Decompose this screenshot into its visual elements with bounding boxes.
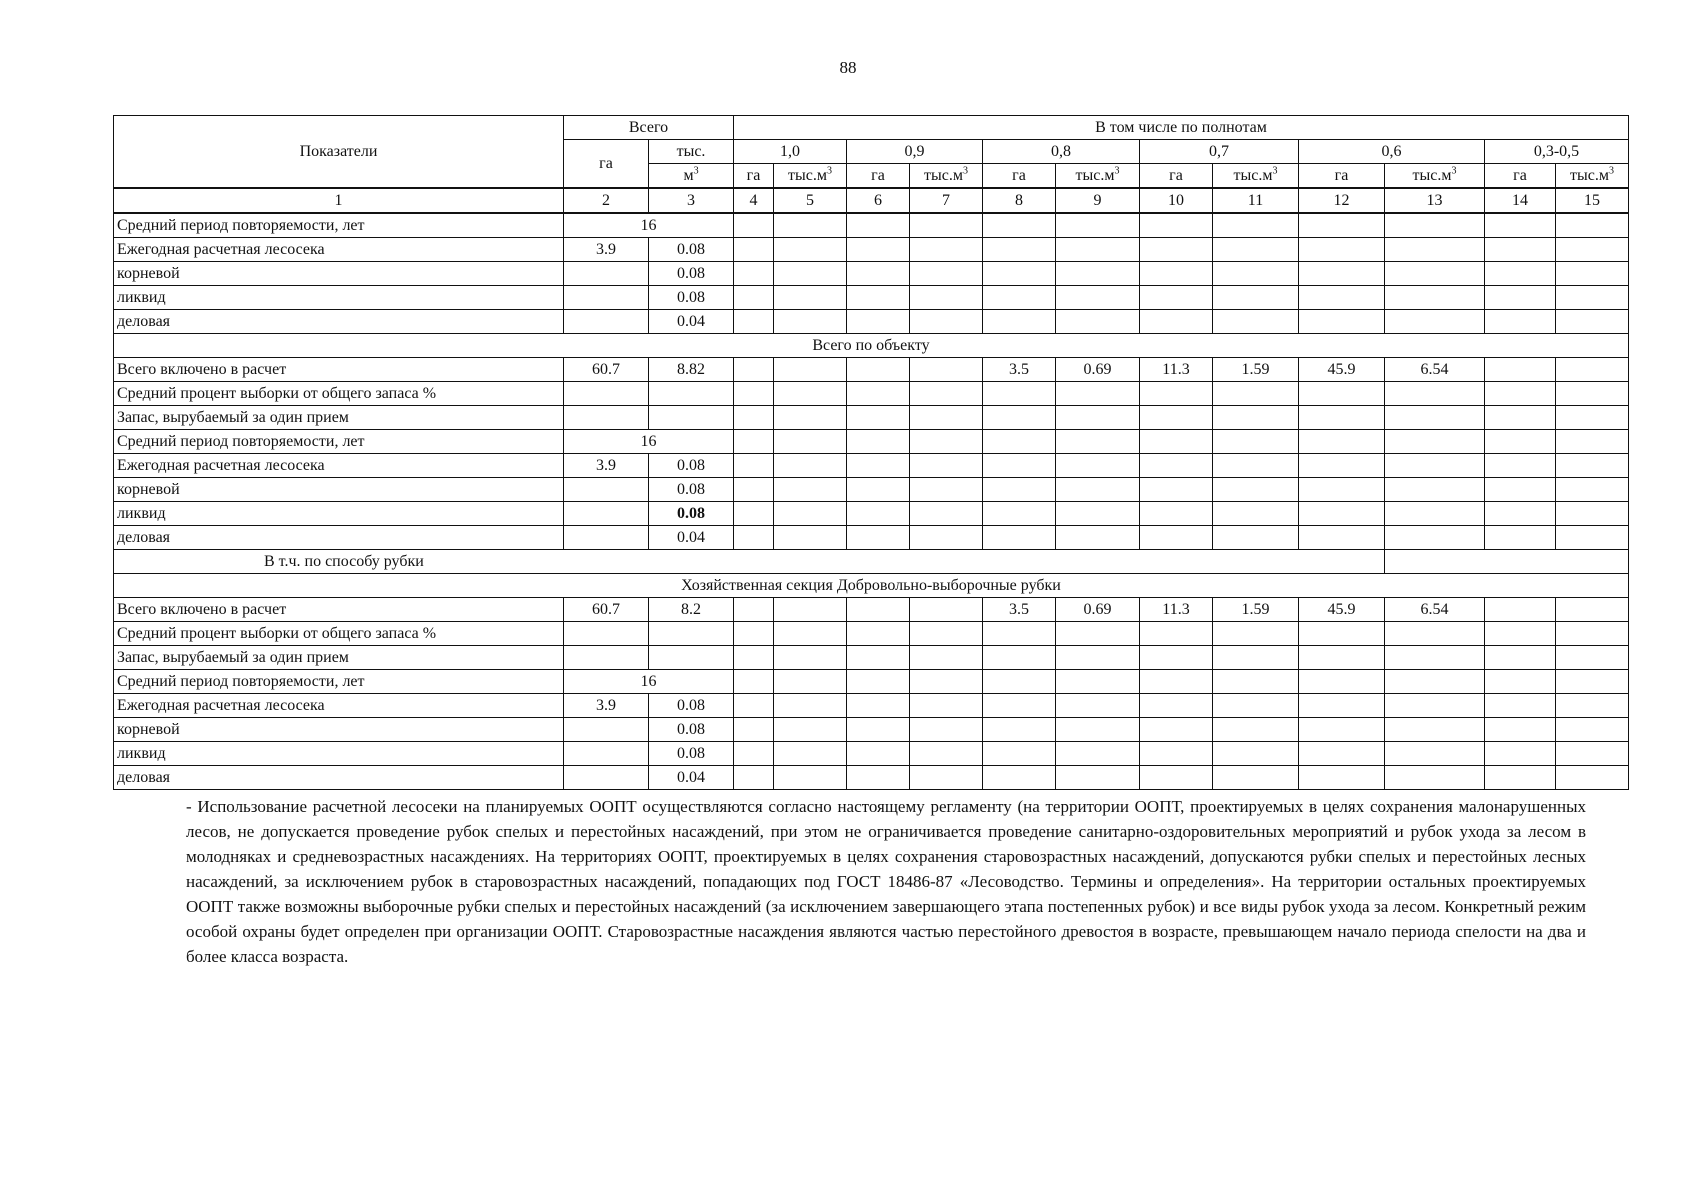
col-number: 10 xyxy=(1140,188,1213,213)
row-label-avg-percent: Средний процент выборки от общего запаса % xyxy=(114,622,564,646)
density-07-ha: 11.3 xyxy=(1140,358,1213,382)
row-label-liquid: ликвид xyxy=(114,742,564,766)
header-unit-m3: $тыс.м^3$ xyxy=(1385,164,1485,189)
density-08-m3: 0.69 xyxy=(1056,358,1140,382)
table-row xyxy=(114,598,1629,622)
annual-ha: 3.9 xyxy=(564,454,649,478)
table-row xyxy=(114,502,1629,526)
density-07-m3: 1.59 xyxy=(1213,598,1299,622)
density-06-m3: 6.54 xyxy=(1385,598,1485,622)
density-07-ha: 11.3 xyxy=(1140,598,1213,622)
density-06-m3: 6.54 xyxy=(1385,358,1485,382)
table-row xyxy=(114,358,1629,382)
col-number: 6 xyxy=(847,188,910,213)
row-label-total-included: Всего включено в расчет xyxy=(114,598,564,622)
liquid-m3: 0.08 xyxy=(649,286,734,310)
section-row xyxy=(114,550,1629,574)
header-unit-ha: га xyxy=(847,164,910,189)
table-row xyxy=(114,694,1629,718)
row-label-business: деловая xyxy=(114,310,564,334)
table-row xyxy=(114,478,1629,502)
header-density-09: 0,9 xyxy=(847,140,983,164)
section-row xyxy=(114,574,1629,598)
section-total-object: Всего по объекту xyxy=(114,334,1629,358)
row-label-business: деловая xyxy=(114,526,564,550)
section-sector: Хозяйственная секция Добровольно-выборочные рубки xyxy=(114,574,1629,598)
total-m3: 8.82 xyxy=(649,358,734,382)
business-m3: 0.04 xyxy=(649,766,734,790)
header-indicators: Показатели xyxy=(114,116,564,189)
header-density-08: 0,8 xyxy=(983,140,1140,164)
period-value: 16 xyxy=(564,430,734,454)
row-label-annual: Ежегодная расчетная лесосека xyxy=(114,454,564,478)
row-label-root: корневой xyxy=(114,262,564,286)
row-label-total-included: Всего включено в расчет xyxy=(114,358,564,382)
density-08-m3: 0.69 xyxy=(1056,598,1140,622)
header-unit-m3: $тыс.м^3$ xyxy=(1556,164,1629,189)
header-unit-ha: га xyxy=(1140,164,1213,189)
liquid-m3: 0.08 xyxy=(649,502,734,526)
annual-m3: 0.08 xyxy=(649,454,734,478)
col-number: 2 xyxy=(564,188,649,213)
header-density-06: 0,6 xyxy=(1299,140,1485,164)
table-row xyxy=(114,526,1629,550)
section-row xyxy=(114,334,1629,358)
table-row xyxy=(114,430,1629,454)
col-number: 4 xyxy=(734,188,774,213)
cutting-area-table xyxy=(113,115,1629,790)
row-label-period: Средний период повторяемости, лет xyxy=(114,213,564,238)
header-density-07: 0,7 xyxy=(1140,140,1299,164)
row-label-business: деловая xyxy=(114,766,564,790)
header-unit-ha: га xyxy=(1485,164,1556,189)
density-06-ha: 45.9 xyxy=(1299,358,1385,382)
row-label-liquid: ликвид xyxy=(114,502,564,526)
column-numbers-row xyxy=(114,188,1629,213)
row-label-avg-percent: Средний процент выборки от общего запаса % xyxy=(114,382,564,406)
table-row xyxy=(114,382,1629,406)
header-total-m3: $м^3$ xyxy=(649,164,734,189)
table-row xyxy=(114,238,1629,262)
col-number: 3 xyxy=(649,188,734,213)
root-m3: 0.08 xyxy=(649,718,734,742)
total-ha: 60.7 xyxy=(564,598,649,622)
section-by-method: В т.ч. по способу рубки xyxy=(114,550,1385,574)
table-row xyxy=(114,646,1629,670)
header-unit-ha: га xyxy=(734,164,774,189)
header-density-10: 1,0 xyxy=(734,140,847,164)
header-unit-m3: $тыс.м^3$ xyxy=(774,164,847,189)
col-number: 5 xyxy=(774,188,847,213)
annual-ha: 3.9 xyxy=(564,238,649,262)
table-row xyxy=(114,310,1629,334)
header-unit-m3: $тыс.м^3$ xyxy=(1213,164,1299,189)
col-number: 8 xyxy=(983,188,1056,213)
header-unit-ha: га xyxy=(1299,164,1385,189)
col-number: 11 xyxy=(1213,188,1299,213)
table-row xyxy=(114,262,1629,286)
table-row xyxy=(114,670,1629,694)
annual-ha: 3.9 xyxy=(564,694,649,718)
density-07-m3: 1.59 xyxy=(1213,358,1299,382)
table-row xyxy=(114,766,1629,790)
period-value: 16 xyxy=(564,670,734,694)
row-label-annual: Ежегодная расчетная лесосека xyxy=(114,694,564,718)
table-row xyxy=(114,454,1629,478)
table-row xyxy=(114,622,1629,646)
density-06-ha: 45.9 xyxy=(1299,598,1385,622)
row-label-period: Средний период повторяемости, лет xyxy=(114,670,564,694)
header-total: Всего xyxy=(564,116,734,140)
business-m3: 0.04 xyxy=(649,526,734,550)
header-density-03-05: 0,3-0,5 xyxy=(1485,140,1629,164)
table-row xyxy=(114,718,1629,742)
business-m3: 0.04 xyxy=(649,310,734,334)
header-unit-ha: га xyxy=(983,164,1056,189)
row-label-stock-once: Запас, вырубаемый за один прием xyxy=(114,646,564,670)
header-unit-m3: $тыс.м^3$ xyxy=(910,164,983,189)
header-unit-m3: $тыс.м^3$ xyxy=(1056,164,1140,189)
col-number: 9 xyxy=(1056,188,1140,213)
col-number: 15 xyxy=(1556,188,1629,213)
row-label-liquid: ликвид xyxy=(114,286,564,310)
header-row-1 xyxy=(114,116,1629,140)
table-row xyxy=(114,406,1629,430)
density-08-ha: 3.5 xyxy=(983,358,1056,382)
annual-m3: 0.08 xyxy=(649,238,734,262)
col-number: 7 xyxy=(910,188,983,213)
row-label-root: корневой xyxy=(114,718,564,742)
density-08-ha: 3.5 xyxy=(983,598,1056,622)
row-label-period: Средний период повторяемости, лет xyxy=(114,430,564,454)
annual-m3: 0.08 xyxy=(649,694,734,718)
col-number: 13 xyxy=(1385,188,1485,213)
row-label-stock-once: Запас, вырубаемый за один прием xyxy=(114,406,564,430)
period-value: 16 xyxy=(564,213,734,238)
liquid-m3: 0.08 xyxy=(649,742,734,766)
row-label-annual: Ежегодная расчетная лесосека xyxy=(114,238,564,262)
header-total-ha: га xyxy=(564,140,649,189)
header-by-density: В том числе по полнотам xyxy=(734,116,1629,140)
table-row xyxy=(114,286,1629,310)
footnote-paragraph: - Использование расчетной лесосеки на планируемых ООПТ осуществляются согласно настоящему регламенту (на территории ООПТ, проектируемых в целях сохранения малонарушенных лесов, не допускается проведение рубок спелых и перестойных насаждений, при этом не ограничивается проведение санитарно-оздоровительных мероприятий и рубок ухода за лесом в молодняках и средневозрастных насаждениях. На территориях ООПТ, проектируемых в целях сохранения старовозрастных насаждений, допускаются рубки спелых и перестойных лесных насаждений, за исключением рубок в старовозрастных насаждений, попадающих под ГОСТ 18486-87 «Лесоводство. Термины и определения». На территории остальных проектируемых ООПТ также возможны выборочные рубки спелых и перестойных насаждений (за исключением завершающего этапа постепенных рубок) и все виды рубок ухода за лесом. Конкретный режим особой охраны будет определен при организации ООПТ. Старовозрастные насаждения являются частью перестойного древостоя в возрасте, превышающем начало периода спелости на два и более класса возраста. xyxy=(186,797,1586,966)
root-m3: 0.08 xyxy=(649,478,734,502)
table-row xyxy=(114,742,1629,766)
root-m3: 0.08 xyxy=(649,262,734,286)
header-total-thous: тыс. xyxy=(649,140,734,164)
page-number: 88 xyxy=(839,58,857,77)
col-number: 1 xyxy=(114,188,564,213)
total-m3: 8.2 xyxy=(649,598,734,622)
total-ha: 60.7 xyxy=(564,358,649,382)
table-row xyxy=(114,213,1629,238)
col-number: 14 xyxy=(1485,188,1556,213)
col-number: 12 xyxy=(1299,188,1385,213)
row-label-root: корневой xyxy=(114,478,564,502)
